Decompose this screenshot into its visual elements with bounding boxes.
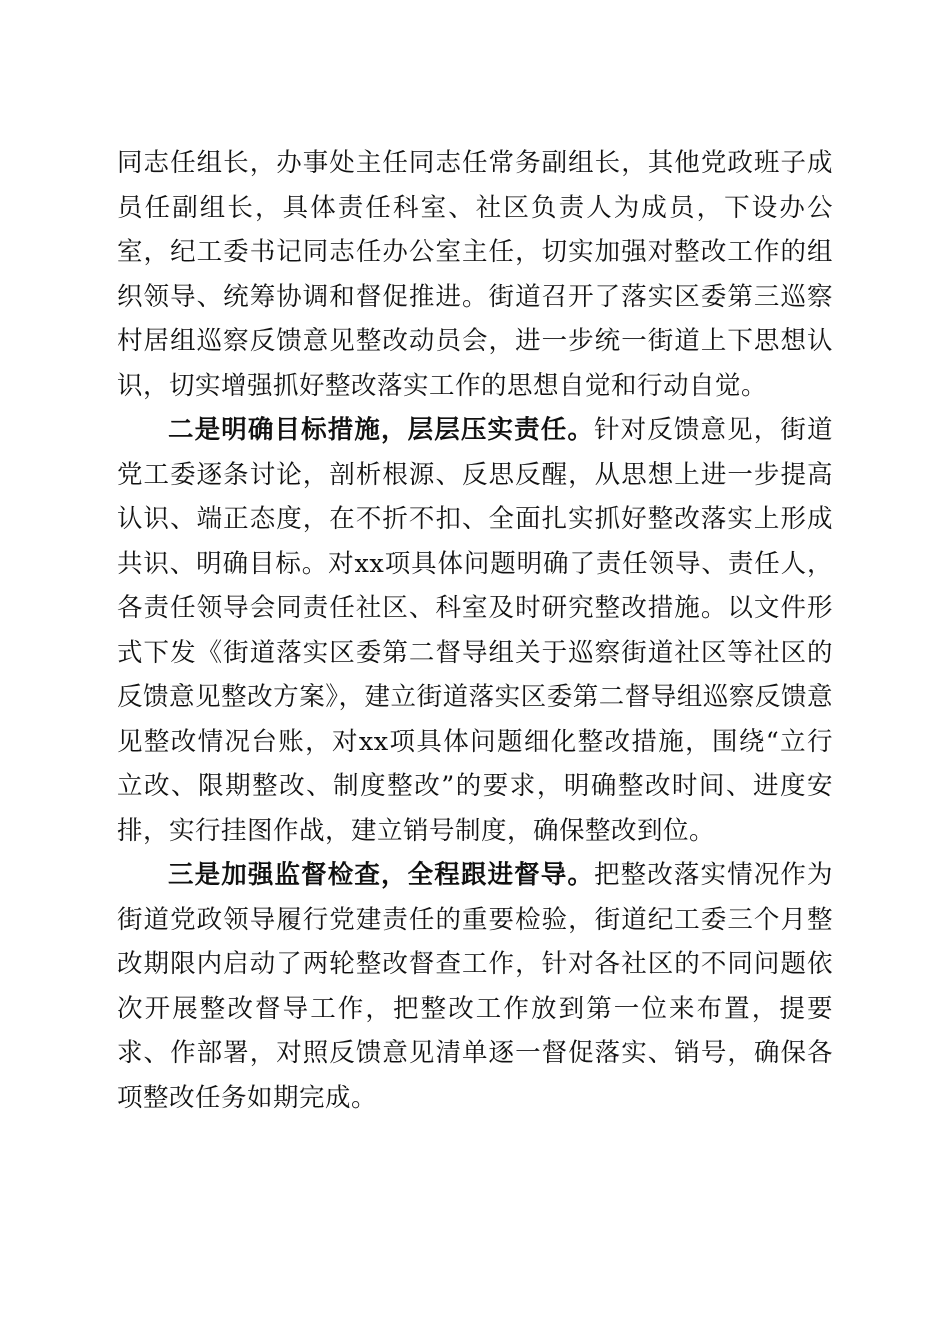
paragraph-supervision (117, 853, 833, 1120)
paragraph-continuation (117, 141, 833, 408)
paragraph-lead: 二是明确目标措施，层层压实责任。 (168, 415, 594, 445)
paragraph-text: 把整改落实情况作为街道党政领导履行党建责任的重要检验，街道纪工委三个月整改期限内启动了两轮整改督查工作，针对各社区的不同问题依次开展整改督导工作，把整改工作放到第一位来布置，提要求、作部署，对照反馈意见清单逐一督促落实、销号，确保各项整改任务如期完成。 (117, 860, 833, 1113)
paragraph-targets-measures (117, 408, 833, 853)
paragraph-text: 同志任组长，办事处主任同志任常务副组长，其他党政班子成员任副组长，具体责任科室、社区负责人为成员，下设办公室，纪工委书记同志任办公室主任，切实加强对整改工作的组织领导、统筹协调和督促推进。街道召开了落实区委第三巡察村居组巡察反馈意见整改动员会，进一步统一街道上下思想认识，切实增强抓好整改落实工作的思想自觉和行动自觉。 (117, 148, 833, 401)
paragraph-lead: 三是加强监督检查，全程跟进督导。 (168, 860, 594, 890)
document-body (117, 141, 833, 1120)
paragraph-text: 针对反馈意见，街道党工委逐条讨论，剖析根源、反思反醒，从思想上进一步提高认识、端正态度，在不折不扣、全面扎实抓好整改落实上形成共识、明确目标。对xx项具体问题明确了责任领导、责任人，各责任领导会同责任社区、科室及时研究整改措施。以文件形式下发《街道落实区委第二督导组关于巡察街道社区等社区的反馈意见整改方案》，建立街道落实区委第二督导组巡察反馈意见整改情况台账，对xx项具体问题细化整改措施，围绕“立行立改、限期整改、制度整改”的要求，明确整改时间、进度安排，实行挂图作战，建立销号制度，确保整改到位。 (117, 415, 833, 846)
